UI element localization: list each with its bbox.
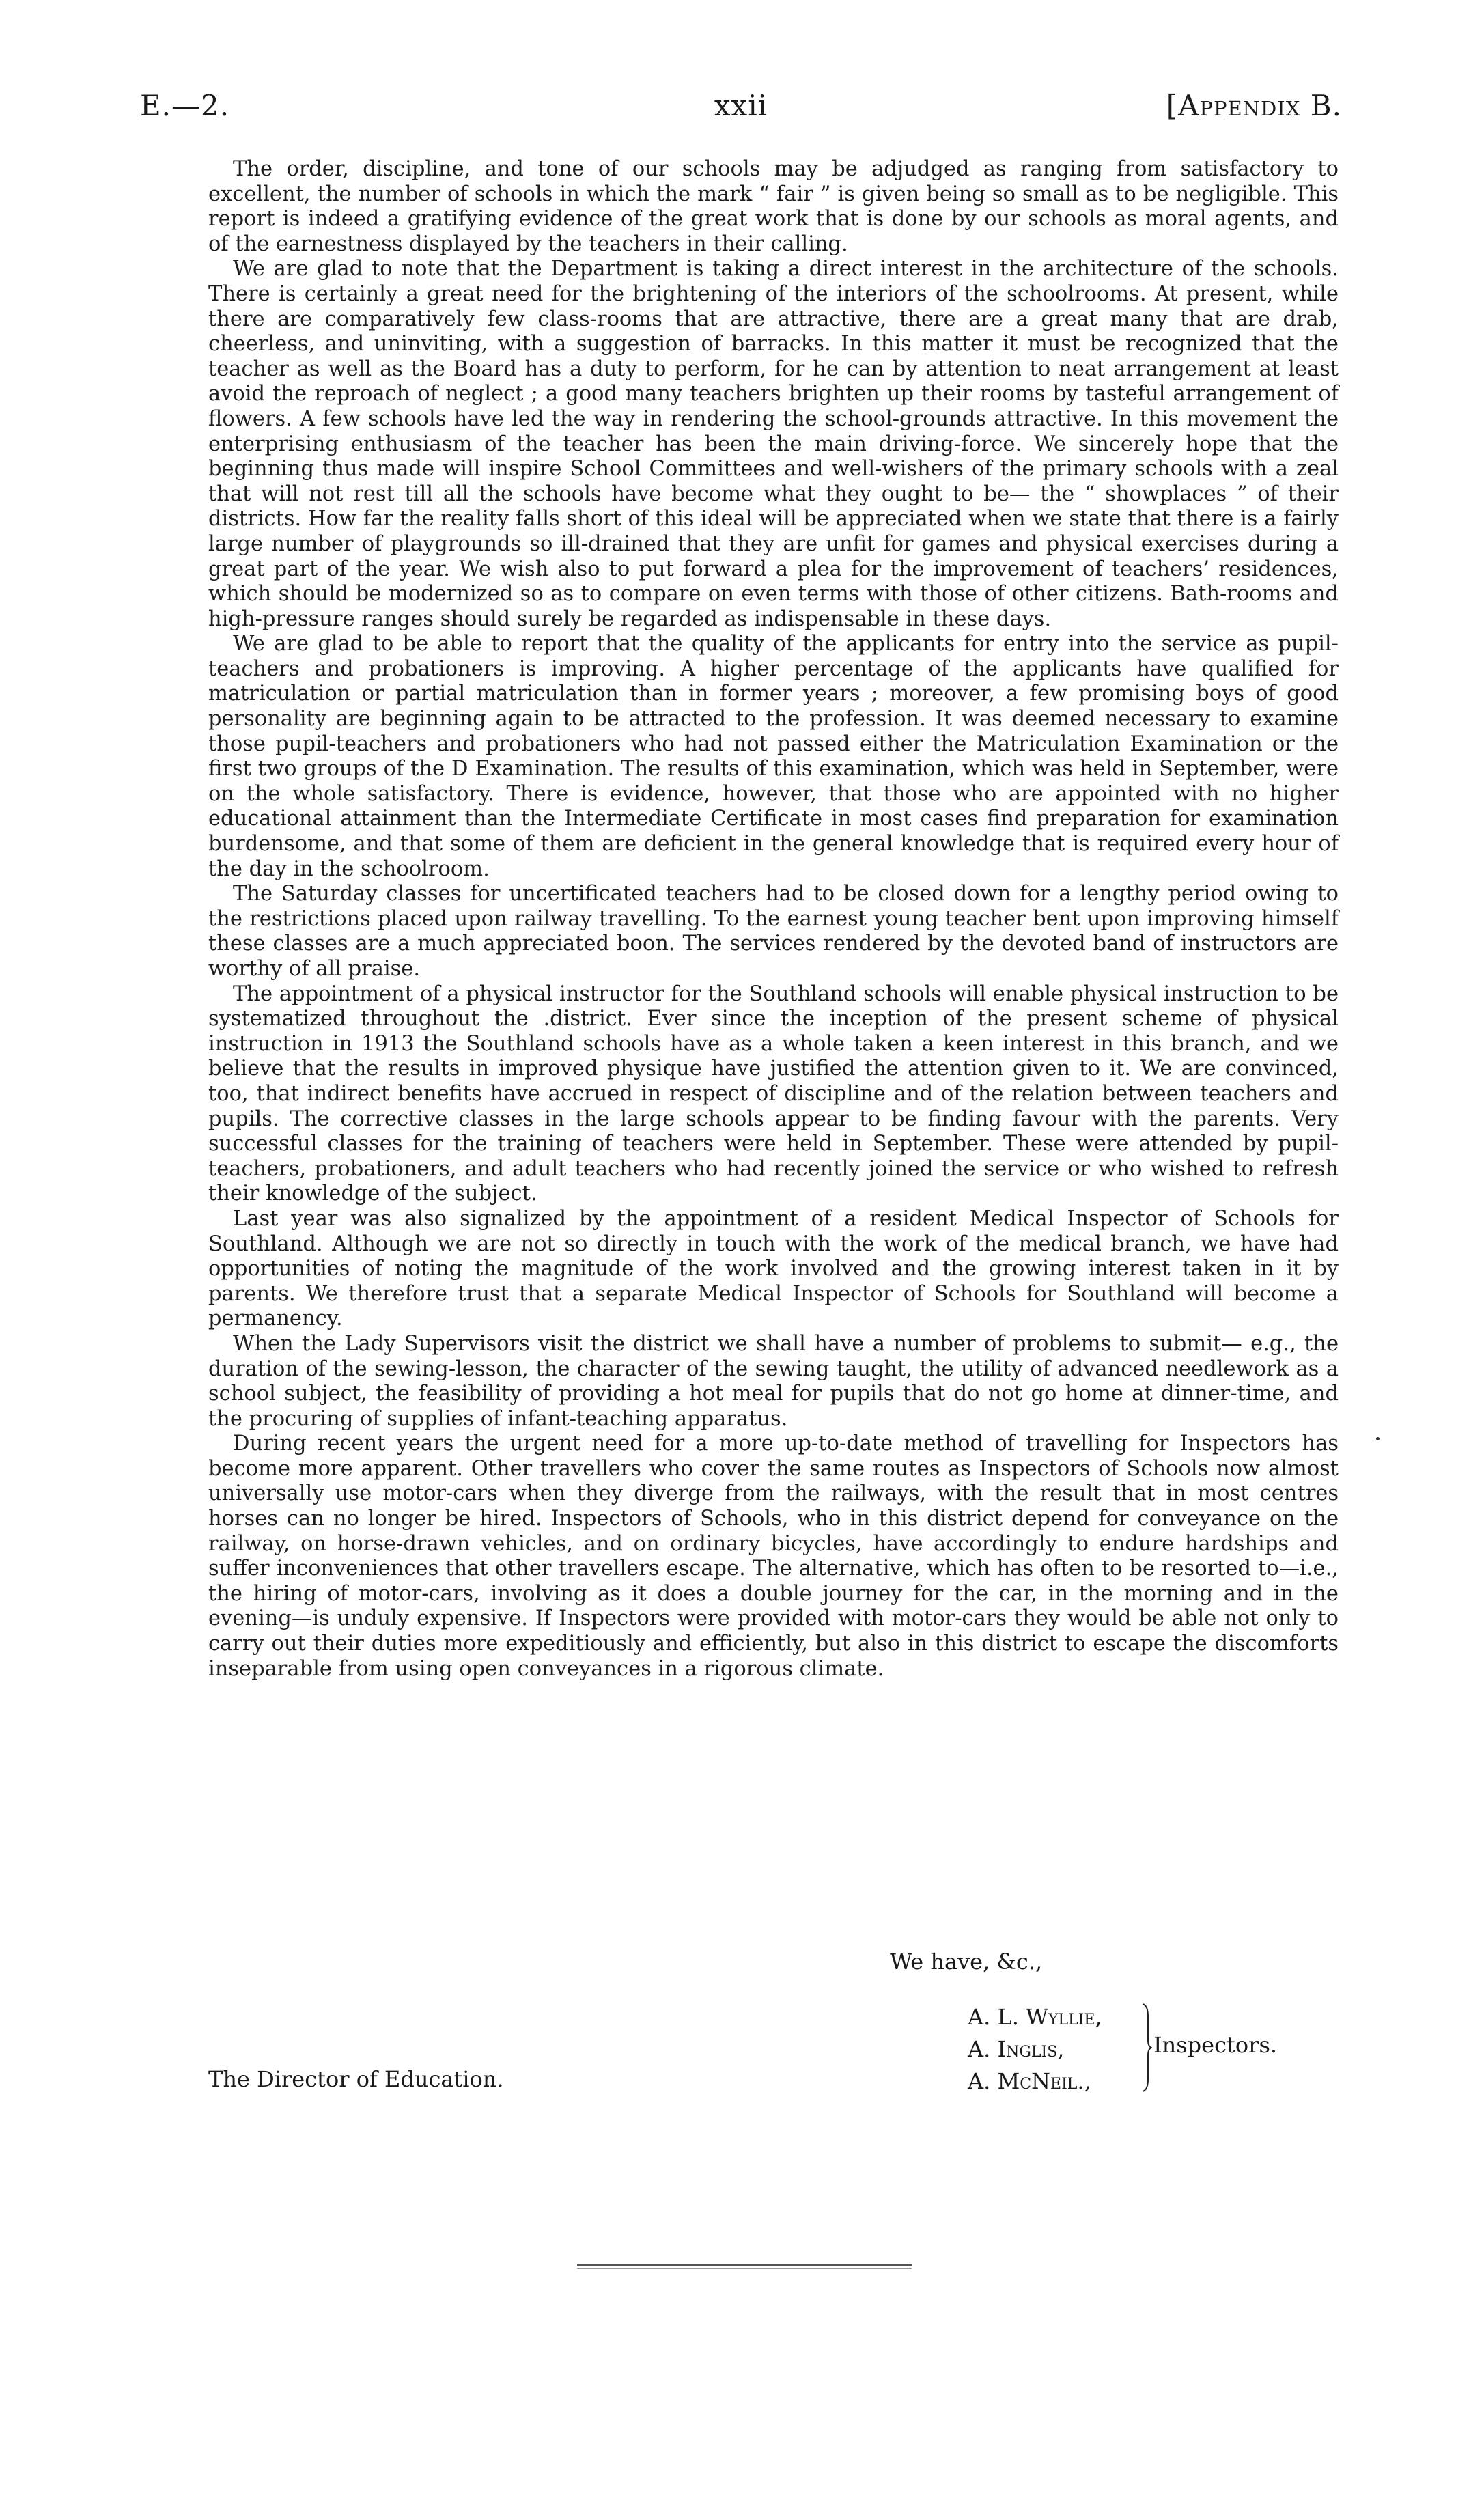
signatory-name: A. L. Wyllie,	[968, 2004, 1102, 2030]
report-body	[208, 157, 1339, 1682]
document-reference: E.—2.	[140, 89, 230, 122]
paragraph-travelling: During recent years the urgent need for a more up-to-date method of travelling for Inspectors has become more apparent. Other travellers who cover the same routes as Inspectors of Schools now almost universally use motor-cars when they diverge from the railways, with the result that in most centres horses can no longer be hired. Inspectors of Schools, who in this district depend for conveyance on the railway, on horse-drawn vehicles, and on ordinary bicycles, have accordingly to endure hardships and suffer inconveniences that other travellers escape. The alternative, which has often to be resorted to—i.e., the hiring of motor-cars, involving as it does a double journey for the car, in the morning and in the evening—is unduly expensive. If Inspectors were provided with motor-cars they would be able not only to carry out their duties more expeditiously and efficiently, but also in this district to escape the discomforts inseparable from using open conveyances in a rigorous climate.	[208, 1432, 1339, 1681]
page-header	[140, 89, 1342, 130]
appendix-letter: B.	[1310, 89, 1342, 122]
signatory-list	[968, 2001, 1102, 2098]
brace-icon	[1141, 2003, 1152, 2093]
signatory-name: A. Inglis,	[968, 2036, 1065, 2062]
appendix-bracket: [	[1166, 89, 1179, 122]
appendix-word: Appendix	[1178, 89, 1301, 122]
paragraph-applicants: We are glad to be able to report that the quality of the applicants for entry into the service as pupil-teachers and probationers is improving. A higher percentage of the applicants have qualified for matriculation or partial matriculation than in former years ; moreover, a few promising boys of good personality are beginning again to be attracted to the profession. It was deemed necessary to examine those pupil-teachers and probationers who had not passed either the Matriculation Examination or the first two groups of the D Examination. The results of this examination, which was held in September, were on the whole satisfactory. There is evidence, however, that those who are appointed with no higher educational attainment than the Intermediate Certificate in most cases find preparation for examination burdensome, and that some of them are deficient in the general knowledge that is required every hour of the day in the schoolroom.	[208, 632, 1339, 881]
signatory-name: A. McNeil.,	[968, 2068, 1091, 2094]
addressee: The Director of Education.	[208, 2066, 504, 2092]
paragraph-architecture: We are glad to note that the Department is taking a direct interest in the architecture of the schools. There is certainly a great need for the brightening of the interiors of the schoolrooms. At present, while there are comparatively few class-rooms that are attractive, there are a great many that are drab, cheerless, and uninviting, with a suggestion of barracks. In this matter it must be recognized that the teacher as well as the Board has a duty to perform, for he can by attention to neat arrangement at least avoid the reproach of neglect ; a good many teachers brighten up their rooms by tasteful arrangement of flowers. A few schools have led the way in rendering the school-grounds attractive. In this movement the enterprising enthusiasm of the teacher has been the main driving-force. We sincerely hope that the beginning thus made will inspire School Committees and well-wishers of the primary schools with a zeal that will not rest till all the schools have become what they ought to be— the “ showplaces ” of their districts. How far the reality falls short of this ideal will be appreciated when we state that there is a fairly large number of playgrounds so ill-drained that they are unfit for games and physical exercises during a great part of the year. We wish also to put forward a plea for the improvement of teachers’ residences, which should be modernized so as to compare on even terms with those of other citizens. Bath-rooms and high-pressure ranges should surely be regarded as indispensable in these days.	[208, 257, 1339, 631]
closing-phrase: We have, &c.,	[890, 1949, 1043, 1975]
paragraph-lady-supervisors: When the Lady Supervisors visit the district we shall have a number of problems to submit— e.g., the duration of the sewing-lesson, the character of the sewing taught, the utility of advanced needlework as a school subject, the feasibility of providing a hot meal for pupils that do not go home at dinner-time, and the procuring of supplies of infant-teaching apparatus.	[208, 1331, 1339, 1431]
paragraph-medical-inspector: Last year was also signalized by the appointment of a resident Medical Inspector of Schools for Southland. Although we are not so directly in touch with the work of the medical branch, we have had opportunities of noting the magnitude of the work involved and the growing interest taken in it by parents. We therefore trust that a separate Medical Inspector of Schools for Southland will become a permanency.	[208, 1206, 1339, 1331]
end-rule	[577, 2264, 912, 2269]
signature-block	[968, 2001, 1323, 2104]
print-speck	[1376, 1437, 1380, 1440]
paragraph-physical-instruction: The appointment of a physical instructor for the Southland schools will enable physical instruction to be systematized throughout the .district. Ever since the inception of the present scheme of physical instruction in 1913 the Southland schools have as a whole taken a keen interest in this branch, and we believe that the results in improved physique have justified the attention given to it. We are convinced, too, that indirect benefits have accrued in respect of discipline and of the relation between teachers and pupils. The corrective classes in the large schools appear to be finding favour with the parents. Very successful classes for the training of teachers were held in September. These were attended by pupil-teachers, probationers, and adult teachers who had recently joined the service or who wished to refresh their knowledge of the subject.	[208, 981, 1339, 1206]
signatory-role: Inspectors.	[1153, 2032, 1278, 2058]
appendix-label	[1166, 89, 1342, 122]
paragraph-saturday-classes: The Saturday classes for uncertificated teachers had to be closed down for a lengthy period owing to the restrictions placed upon railway travelling. To the earnest young teacher bent upon improving himself these classes are a much appreciated boon. The services rendered by the devoted band of instructors are worthy of all praise.	[208, 882, 1339, 981]
paragraph-discipline: The order, discipline, and tone of our schools may be adjudged as ranging from satisfactory to excellent, the number of schools in which the mark “ fair ” is given being so small as to be negligible. This report is indeed a gratifying evidence of the great work that is done by our schools as moral agents, and of the earnestness displayed by the teachers in their calling.	[208, 157, 1339, 256]
page-number: xxii	[714, 89, 768, 122]
